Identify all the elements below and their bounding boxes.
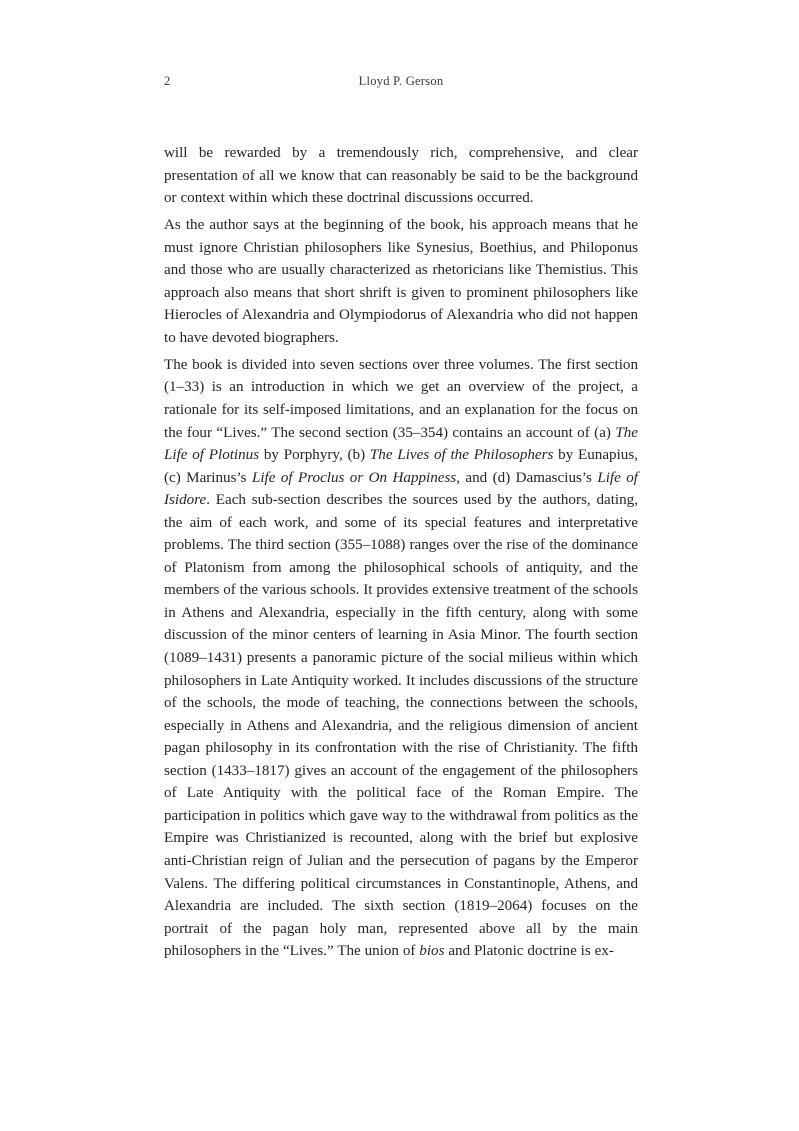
body-text-block <box>164 142 638 963</box>
text-run: . Each sub-section describes the sources used by the authors, dating, the aim of each work, and some of its special features and interpretative problems. The third section (355–1088) ranges over the rise of the dominance of Platonism from among the philosophical schools of antiquity, and the members of the various schools. It provides extensive treatment of the schools in Athens and Alexandria, especially in the fifth century, along with some discussion of the minor centers of learning in Asia Minor. The fourth section (1089–1431) presents a panoramic picture of the social milieus within which philosophers in Late Antiquity worked. It includes discussions of the structure of the schools, the mode of teaching, the connections between the schools, especially in Athens and Alexandria, and the religious dimension of ancient pagan philosophy in its confrontation with the rise of Christianity. The fifth section (1433–1817) gives an account of the engagement of the philosophers of Late Antiquity with the political face of the Roman Empire. The participation in politics which gave way to the withdrawal from politics as the Empire was Christianized is recounted, along with the brief but explosive anti-Christian reign of Julian and the persecution of pagans by the Emperor Valens. The differing political circumstances in Constantinople, Athens, and Alexandria are included. The sixth section (1819–2064) focuses on the portrait of the pagan holy man, represented above all by the main philosophers in the “Lives.” The union of <box>164 492 638 960</box>
page-number: 2 <box>164 74 171 88</box>
paragraph <box>164 354 638 963</box>
running-head <box>164 72 638 90</box>
text-run: , and (d) Damascius’s <box>456 469 598 486</box>
text-run: will be rewarded by a tremendously rich, comprehensive, and clear presentation of all we know that can reasonably be said to be the background or context within which these doctrinal discussions occurred. <box>164 145 638 207</box>
running-head-title: Lloyd P. Gerson <box>358 74 444 88</box>
paragraph <box>164 214 638 349</box>
italic-title: bios <box>419 943 445 960</box>
italic-title: The Life of Plotinus <box>164 424 638 464</box>
text-run: and Platonic doctrine is ex- <box>444 943 614 960</box>
text-run: The book is divided into seven sections over three volumes. The first section (1–33) is an introduction in which we get an overview of the project, a rationale for its self-imposed limitations, and an explanation for the focus on the four “Lives.” The second section (35–354) contains an account of (a) <box>164 356 638 441</box>
italic-title: Life of Proclus or On Happiness <box>251 469 457 486</box>
text-run: As the author says at the beginning of the book, his approach means that he must ignore Christian philosophers like Synesius, Boethius, and Philoponus and those who are usually characterized as rhetoricians like Themistius. This approach also means that short shrift is given to prominent philosophers like Hierocles of Alexandria and Olympiodorus of Alexandria who did not happen to have devoted biographers. <box>164 217 638 346</box>
italic-title: Life of Isidore <box>164 469 638 509</box>
text-run: by Porphyry, (b) <box>259 447 370 464</box>
text-run: by Eunapius, (c) Marinus’s <box>164 447 638 486</box>
italic-title: The Lives of the Philosophers <box>369 447 554 464</box>
paragraph <box>164 142 638 210</box>
